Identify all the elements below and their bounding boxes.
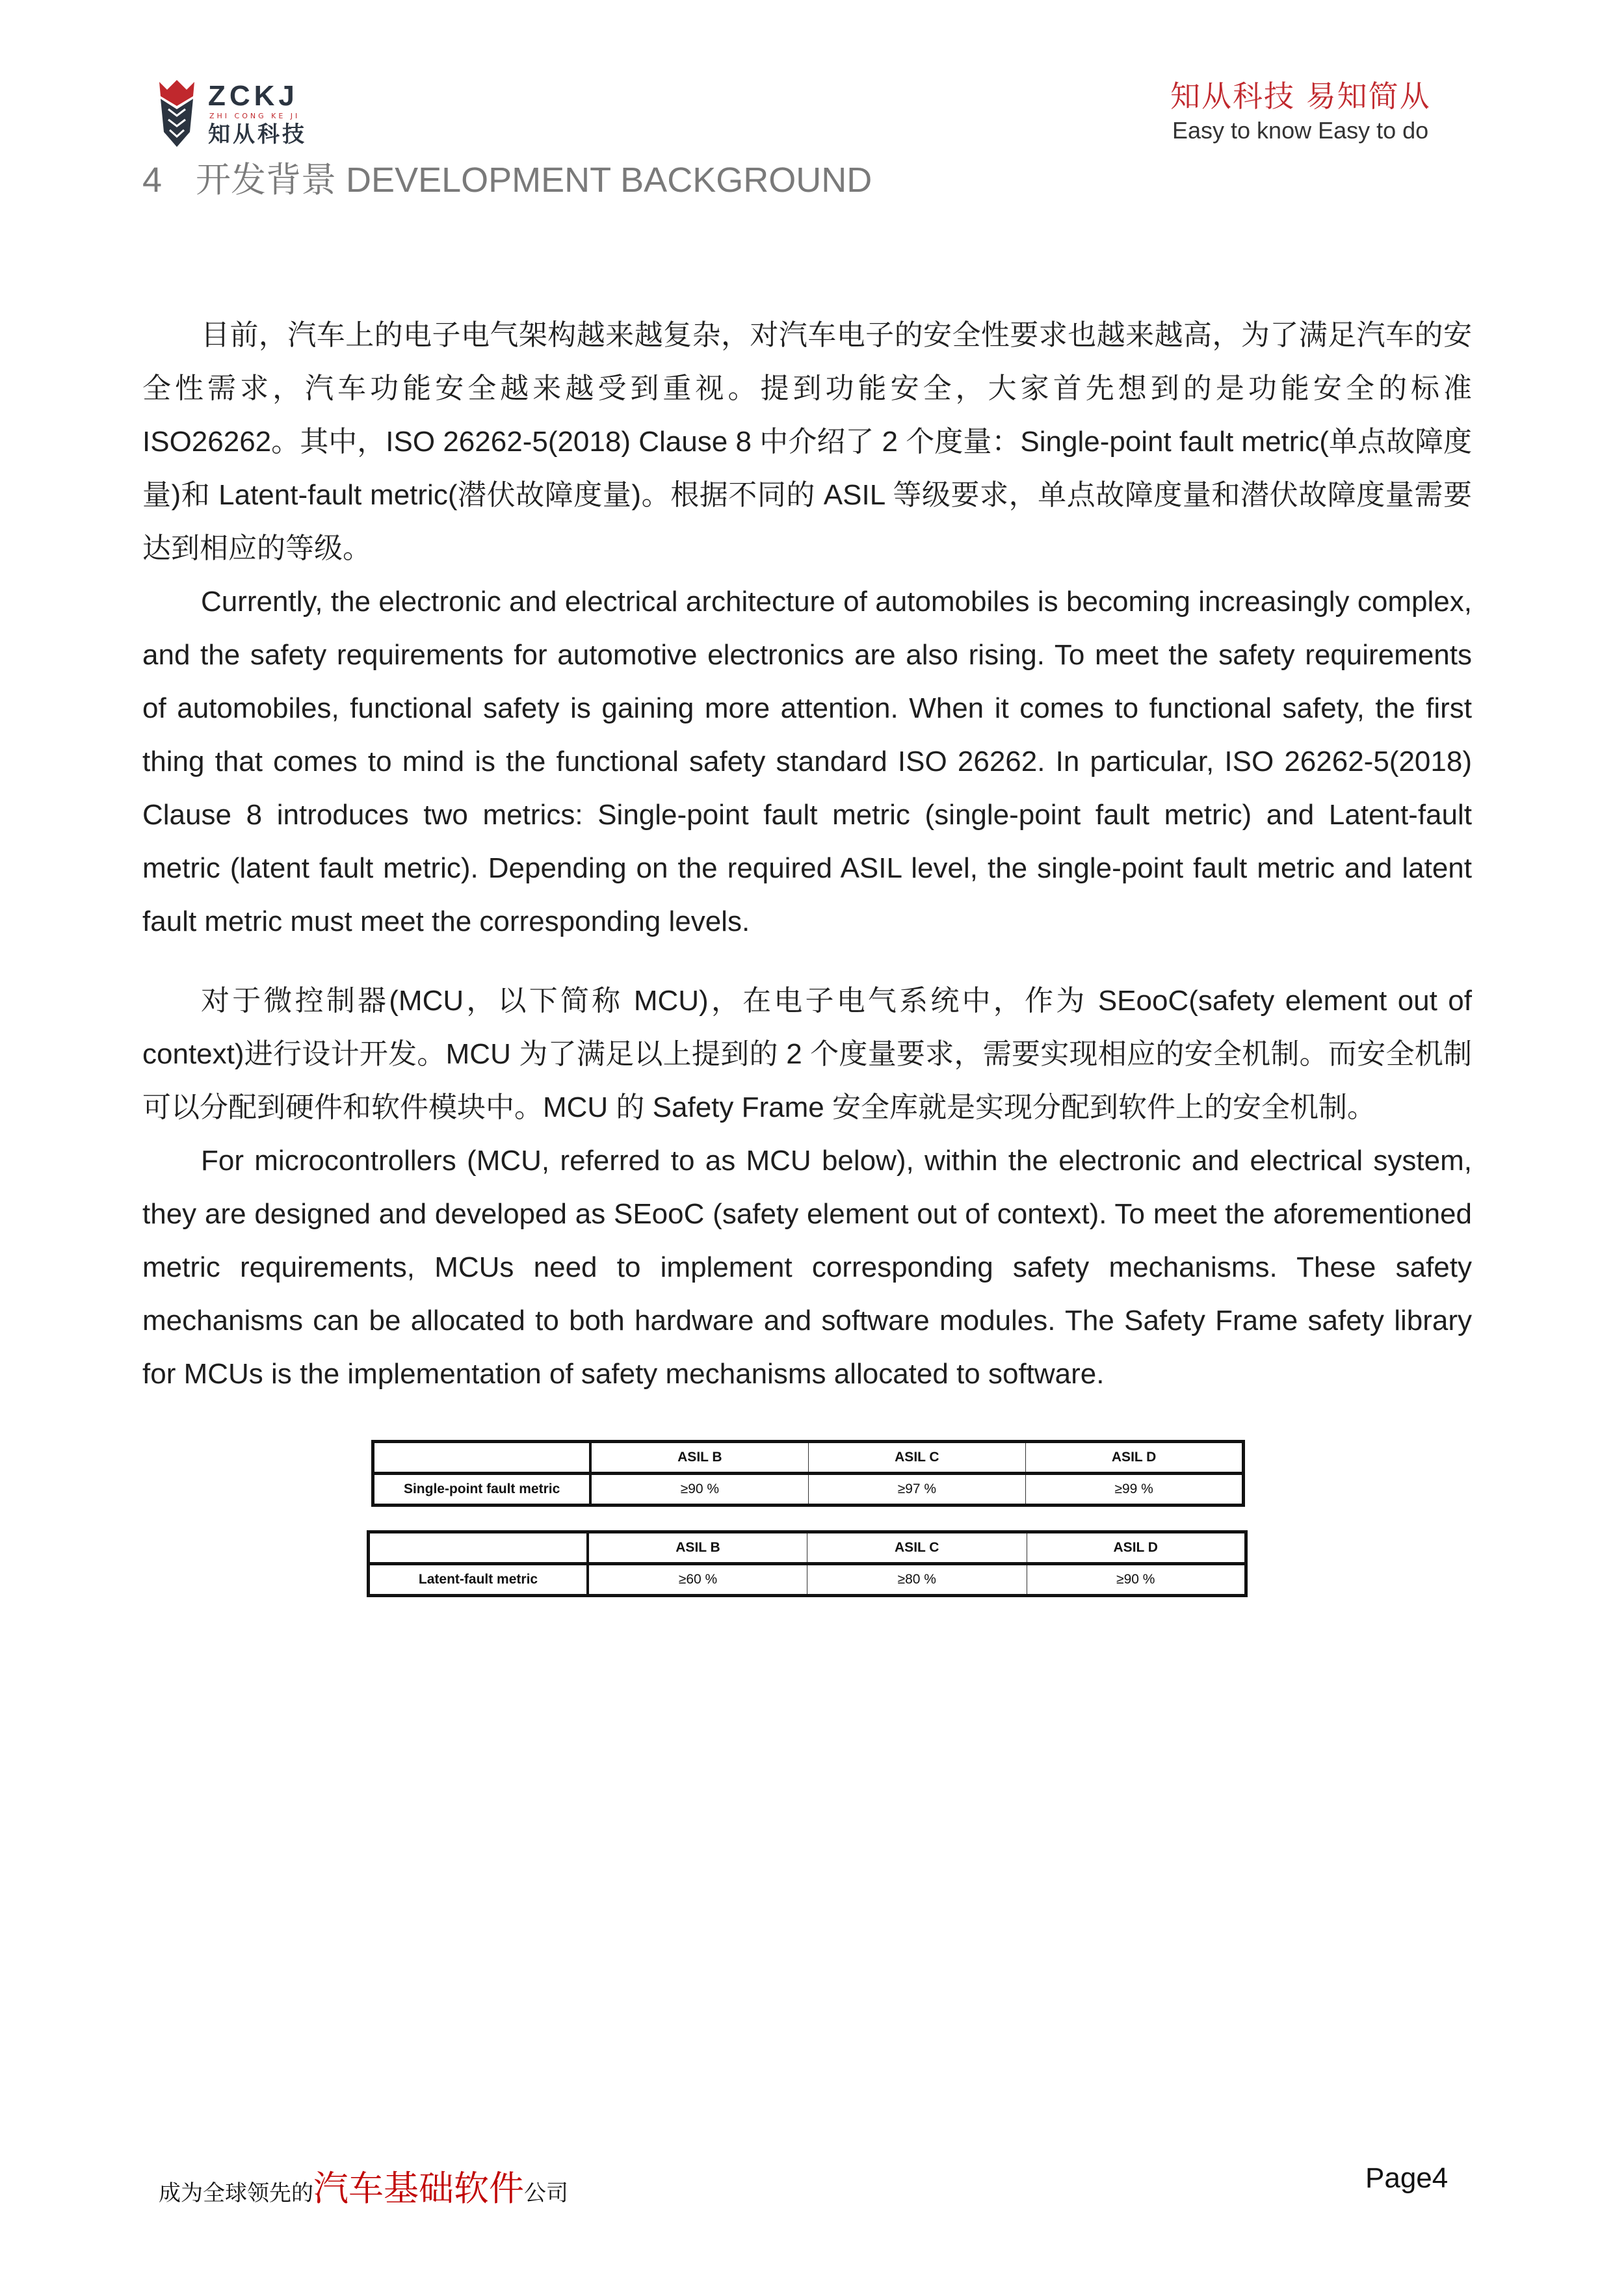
header-cell: ASIL B [588,1532,807,1564]
paragraph-cn-2: 对于微控制器(MCU，以下简称 MCU)，在电子电气系统中，作为 SEooC(safety element out of context)进行设计开发。MCU 为了满足以上提到的 2 个度量要求，需要实现相应的安全机制。而安全机制可以分配到硬件和软件模块中。MCU 的 Safety Frame 安全库就是实现分配到软件上的安全机制。 [142,985,1472,1123]
logo-wordmark: ZCKJ [208,80,298,112]
section-title: 开发背景 DEVELOPMENT BACKGROUND [196,161,872,200]
table-row [373,1474,1244,1506]
footer-slogan-highlight: 汽车基础软件 [313,2168,524,2209]
header-cell: ASIL B [590,1442,808,1474]
header-cell [369,1532,588,1564]
table-cell: ≥97 % [808,1474,1026,1506]
logo-subtitle: ZHI CONG KE JI [209,112,300,120]
slogan-chinese: 知从科技 易知简从 [1170,79,1431,114]
header-cell: ASIL D [1026,1442,1244,1474]
footer-slogan [159,2168,568,2214]
single-point-fault-table [371,1440,1245,1507]
table-header-row [369,1532,1246,1564]
footer-slogan-pre: 成为全球领先的 [159,2180,313,2206]
table-cell: ≥90 % [1027,1564,1246,1596]
row-label: Latent-fault metric [369,1564,588,1596]
table-row [369,1564,1246,1596]
row-label: Single-point fault metric [373,1474,591,1506]
paragraph-en-2: For microcontrollers (MCU, referred to as MCU below), within the electronic and electrical system, they are designed and developed as SEooC (safety element out of context). To meet the aforementioned metric requirements, MCUs need to implement corresponding safety mechanisms. These safety mechanisms can be allocated to both hardware and software modules. The Safety Frame safety library for MCUs is the implementation of safety mechanisms allocated to software. [142,1145,1472,1390]
header-cell [373,1442,591,1474]
body-content [142,309,1472,1597]
table-cell: ≥99 % [1026,1474,1244,1506]
header-cell: ASIL C [808,1442,1026,1474]
section-number: 4 [142,161,163,200]
table-header-row [373,1442,1244,1474]
header-cell: ASIL D [1027,1532,1246,1564]
section-heading [142,159,872,201]
paragraph-en-1: Currently, the electronic and electrical architecture of automobiles is becoming increasingly complex, and the safety requirements for automotive electronics are also rising. To meet the safety requirements of automobiles, functional safety is gaining more attention. When it comes to functional safety, the first thing that comes to mind is the functional safety standard ISO 26262. In particular, ISO 26262-5(2018) Clause 8 introduces two metrics: Single-point fault metric (single-point fault metric) and Latent-fault metric (latent fault metric). Depending on the required ASIL level, the single-point fault metric and latent fault metric must meet the corresponding levels. [142,586,1472,937]
logo-chinese: 知从科技 [208,122,307,148]
logo-emblem-icon [154,77,200,148]
table-cell: ≥90 % [590,1474,808,1506]
header-cell: ASIL C [807,1532,1027,1564]
table-cell: ≥80 % [807,1564,1027,1596]
table-cell: ≥60 % [588,1564,807,1596]
slogan-english: Easy to know Easy to do [1172,117,1429,144]
footer-slogan-post: 公司 [524,2180,568,2206]
paragraph-cn-1: 目前，汽车上的电子电气架构越来越复杂，对汽车电子的安全性要求也越来越高，为了满足汽车的安全性需求，汽车功能安全越来越受到重视。提到功能安全，大家首先想到的是功能安全的标准 ISO26262。其中，ISO 26262-5(2018) Clause 8 中介绍了 2 个度量：Single-point fault metric(单点故障度量)和 Latent-fault metric(潜伏故障度量)。根据不同的 ASIL 等级要求，单点故障度量和潜伏故障度量需要达到相应的等级。 [142,319,1472,564]
page-number: Page4 [1365,2162,1449,2194]
latent-fault-table [367,1530,1248,1597]
